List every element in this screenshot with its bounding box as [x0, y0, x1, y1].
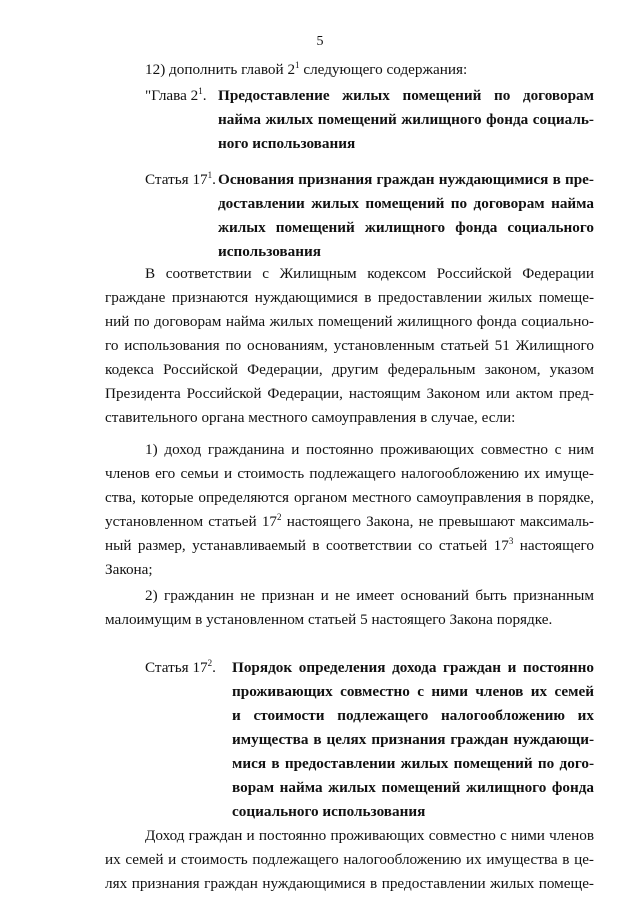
article-1-title-line: использования [218, 243, 321, 260]
item-1-line: 1) доход гражданина и постоянно проживающих совместно с ним [145, 441, 594, 458]
body-line: го использования по основаниям, установленным статьей 51 Жилищного [105, 337, 594, 354]
article-2-title-line: мися в предоставлении жилых помещений по дого- [232, 755, 594, 772]
body-line: их семей и стоимость подлежащего налогообложению их имущества в це- [105, 851, 594, 868]
article-2-title-line: имущества в целях признания граждан нуждающи- [232, 731, 594, 748]
item-1-line: ства, которые определяются органом местного самоуправления в порядке, [105, 489, 594, 506]
body-line: В соответствии с Жилищным кодексом Российской Федерации [145, 265, 594, 282]
item-1-line: членов его семьи и стоимость подлежащего налогообложению их имуще- [105, 465, 594, 482]
article-2-title-line: проживающих совместно с ними членов их семей [232, 683, 594, 700]
body-line: ставительного органа местного самоуправления в случае, если: [105, 409, 516, 426]
article-2-title-line: Порядок определения дохода граждан и постоянно [232, 659, 594, 676]
body-line: Президента Российской Федерации, настоящим Законом или актом пред- [105, 385, 594, 402]
item-2-line: малоимущим в установленном статьей 5 настоящего Закона порядке. [105, 611, 553, 628]
page-number: 5 [316, 34, 324, 49]
item-1-line: ный размер, устанавливаемый в соответствии со статьей $17^3$ настоящего [105, 536, 594, 554]
article-2-title-line: ворам найма жилых помещений жилищного фонда [232, 779, 594, 796]
item-2-line: 2) гражданин не признан и не имеет оснований быть признанным [145, 587, 594, 604]
body-line: ний по договорам найма жилых помещений жилищного фонда социально- [105, 313, 594, 330]
article-1-title-line: доставлении жилых помещений по договорам найма [218, 195, 594, 212]
item-1-line: установленном статьей $17^2$ настоящего Закона, не превышают максималь- [105, 512, 594, 530]
body-line: кодекса Российской Федерации, другим федеральным законом, указом [105, 361, 594, 378]
article-2-prefix: Статья $17^2$. [145, 658, 216, 676]
item-12-line: 12) дополнить главой $2^1$ следующего содержания: [145, 60, 468, 78]
chapter-title-line: ного использования [218, 135, 356, 152]
body-line: лях признания граждан нуждающимися в предоставлении жилых помеще- [105, 875, 594, 892]
article-2-title-line: и стоимости подлежащего налогообложению их [232, 707, 594, 724]
chapter-title-line: Предоставление жилых помещений по договорам [218, 87, 594, 104]
chapter-prefix: "Глава $2^1$. [145, 86, 207, 104]
article-1-prefix: Статья $17^1$. [145, 170, 216, 188]
article-1-title-line: жилых помещений жилищного фонда социального [218, 219, 594, 236]
body-line: граждане признаются нуждающимися в предоставлении жилых помеще- [105, 289, 594, 306]
chapter-title-line: найма жилых помещений жилищного фонда социаль- [218, 111, 594, 128]
article-1-title-line: Основания признания граждан нуждающимися в пре- [218, 171, 594, 188]
item-1-line: Закона; [105, 561, 153, 578]
article-2-title-line: социального использования [232, 803, 426, 820]
body-line: Доход граждан и постоянно проживающих совместно с ними членов [145, 827, 594, 844]
